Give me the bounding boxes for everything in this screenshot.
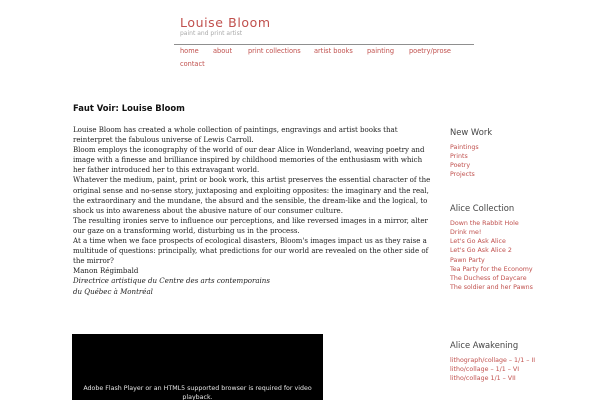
sidebar-link-down-the-rabbit-hole[interactable]: Down the Rabbit Hole — [450, 220, 519, 227]
paragraph: Bloom employs the iconography of the world of our dear Alice in Wonderland, weaving poetry and image with a finesse and brilliance inspired by childhood memories of the enthusiasm with which her father introduced her to this extravagant world. — [73, 145, 425, 175]
widget-title-new-work: New Work — [450, 127, 493, 137]
sidebar-link-prints[interactable]: Prints — [450, 153, 468, 161]
sidebar-link-drink-me[interactable]: Drink me! — [450, 229, 482, 237]
video-player[interactable] — [72, 334, 323, 400]
paragraph: Whatever the medium, paint, print or book work, this artist preserves the essential character of the original sense and no-sense story, juxtaposing and exploiting opposites: the imaginary and the real, the extraordinary and the mundane, the absurd and the sensible, the dream-like and the logical, to shock us into awareness about the abusive nature of our consumer culture. — [73, 175, 431, 215]
sidebar-link-lets-go-ask-alice-2[interactable]: Let's Go Ask Alice 2 — [450, 247, 512, 255]
sidebar-link-lithograph-collage-ii[interactable]: lithograph/collage – 1/1 – II — [450, 357, 536, 364]
sidebar-link-tea-party[interactable]: Tea Party for the Economy — [450, 265, 533, 273]
paragraph: Louise Bloom has created a whole collection of paintings, engravings and artist books that reinterpret the fabulous universe of Lewis Carroll. — [73, 125, 398, 145]
main-navigation — [174, 44, 474, 68]
post-title: Faut Voir: Louise Bloom — [73, 103, 185, 113]
signature-role: Directrice artistique du Centre des arts contemporains — [73, 276, 270, 286]
sidebar-link-pawn-party[interactable]: Pawn Party — [450, 256, 485, 264]
widget-list-new-work — [450, 143, 540, 180]
sidebar-link-litho-collage-vii[interactable]: litho/collage 1/1 – VII — [450, 375, 516, 383]
post-content — [73, 125, 435, 297]
site-description: paint and print artist — [180, 30, 243, 37]
paragraph: The resulting ironies serve to influence our perceptions, and like reversed images in a mirror, alter our gaze on a transforming world, disturbing us in the process. — [73, 215, 428, 235]
nav-item-artist-books[interactable]: artist books — [314, 47, 353, 55]
sidebar-link-projects[interactable]: Projects — [450, 171, 475, 179]
video-fallback-message: Adobe Flash Player or an HTML5 supported browser is required for video playback. — [83, 385, 312, 400]
sidebar-link-paintings[interactable]: Paintings — [450, 144, 479, 151]
nav-item-painting[interactable]: painting — [367, 47, 395, 55]
signature-name: Manon Régimbald — [73, 266, 139, 276]
site-title[interactable]: Louise Bloom — [180, 15, 271, 30]
widget-list-alice-collection — [450, 219, 540, 292]
nav-item-print-collections[interactable]: print collections — [248, 47, 301, 55]
paragraph: At a time when we face prospects of ecological disasters, Bloom's images impact us as they raise a multitude of questions: principally, what predictions for our world are revealed on the other side of the mirror? — [73, 236, 429, 266]
sidebar-link-duchess-of-daycare[interactable]: The Duchess of Daycare — [450, 274, 527, 282]
nav-item-about[interactable]: about — [213, 47, 233, 55]
nav-item-home[interactable]: home — [180, 47, 199, 55]
sidebar-link-litho-collage-vi[interactable]: litho/collage – 1/1 – VI — [450, 366, 520, 374]
widget-title-alice-collection: Alice Collection — [450, 203, 515, 213]
widget-title-alice-awakening: Alice Awakening — [450, 340, 519, 350]
sidebar-link-soldier-and-pawns[interactable]: The soldier and her Pawns — [450, 284, 533, 292]
sidebar-link-poetry[interactable]: Poetry — [450, 162, 471, 170]
nav-item-poetry-prose[interactable]: poetry/prose — [409, 47, 451, 55]
widget-list-alice-awakening — [450, 356, 540, 383]
nav-item-contact[interactable]: contact — [180, 60, 205, 68]
signature-role-location: du Québec à Montréal — [73, 286, 153, 296]
sidebar-link-lets-go-ask-alice[interactable]: Let's Go Ask Alice — [450, 238, 506, 246]
